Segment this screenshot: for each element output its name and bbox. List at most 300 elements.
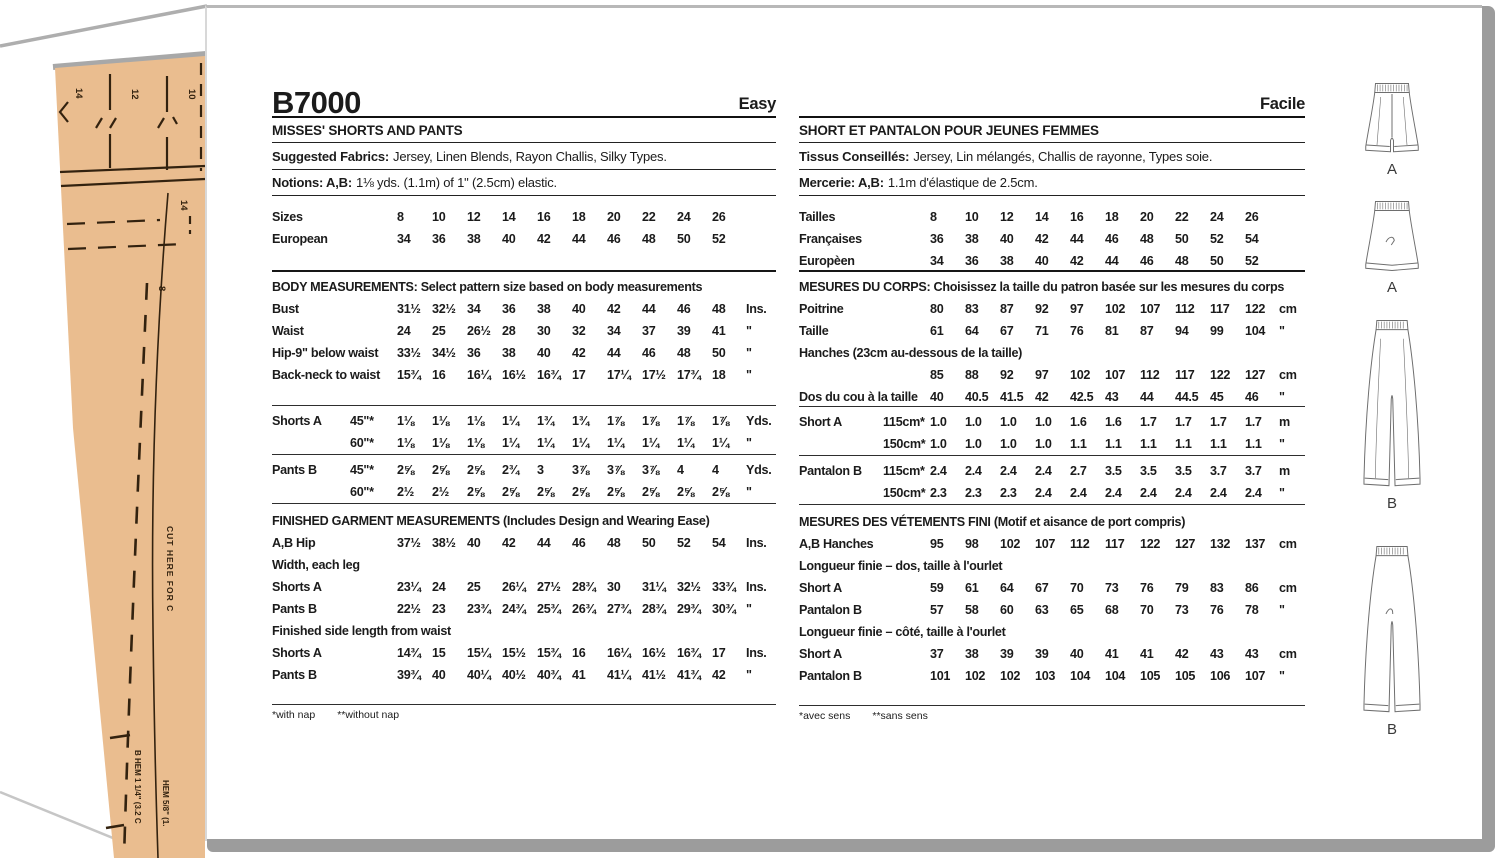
value-cell: 15¾ — [537, 646, 561, 660]
value-cell: 41.5 — [1000, 390, 1024, 404]
section-header-text: MESURES DU CORPS: Choisissez la taille du patron basée sur les mesures du corps — [799, 280, 1285, 294]
row-label: Shorts A — [272, 580, 322, 594]
section-header-text: BODY MEASUREMENTS: Select pattern size based on body measurements — [272, 280, 703, 294]
value-cell: 102 — [1000, 669, 1021, 683]
value-cell: 2.4 — [965, 464, 982, 478]
value-cell: 40½ — [502, 668, 526, 682]
value-cell: 50 — [712, 346, 726, 360]
value-cell: 34 — [397, 232, 411, 246]
value-cell: 1.7 — [1140, 415, 1157, 429]
value-cell: 1.0 — [1000, 437, 1017, 451]
garment-title: SHORT ET PANTALON POUR JEUNES FEMMES — [799, 118, 1305, 143]
value-cell: 23¾ — [467, 602, 491, 616]
footnote — [799, 705, 1305, 722]
value-cell: 54 — [1245, 232, 1259, 246]
table-row — [799, 196, 1305, 226]
value-cell: 36 — [965, 254, 979, 268]
value-cell: 16 — [537, 210, 551, 224]
value-cell: 1⅞ — [677, 414, 694, 428]
value-cell: 127 — [1175, 537, 1196, 551]
value-cell: 1⅛ — [397, 414, 414, 428]
row-label: Hip-9" below waist — [272, 346, 379, 360]
value-cell: 1.7 — [1210, 415, 1227, 429]
value-cell: 97 — [1070, 302, 1084, 316]
row-label: Longueur finie – dos, taille à l'ourlet — [799, 559, 1003, 573]
value-cell: 42 — [712, 668, 726, 682]
value-cell: 3.5 — [1175, 464, 1192, 478]
value-cell: 1.0 — [1035, 415, 1052, 429]
value-cell: 41 — [572, 668, 586, 682]
table-row — [272, 662, 776, 684]
value-cell: 132 — [1210, 537, 1231, 551]
table-row — [272, 196, 776, 226]
table-row — [799, 362, 1305, 384]
value-cell: 52 — [712, 232, 726, 246]
value-cell: 24 — [397, 324, 411, 338]
value-cell: 87 — [1000, 302, 1014, 316]
value-cell: 52 — [1210, 232, 1224, 246]
value-cell: 3.5 — [1105, 464, 1122, 478]
value-cell: 1¼ — [607, 436, 624, 450]
value-cell: 14 — [1035, 210, 1049, 224]
table-row — [272, 406, 776, 430]
difficulty-label: Easy — [738, 95, 776, 113]
unit-cell: Ins. — [746, 536, 767, 550]
value-cell: 44 — [1105, 254, 1119, 268]
value-cell: 2.7 — [1070, 464, 1087, 478]
value-cell: 1⅛ — [467, 436, 484, 450]
value-cell: 40¼ — [467, 668, 491, 682]
value-cell: 18 — [712, 368, 726, 382]
value-cell: 4 — [677, 463, 684, 477]
value-cell: 2⅝ — [467, 463, 484, 477]
value-cell: 29¾ — [677, 602, 701, 616]
value-cell: 1.1 — [1105, 437, 1122, 451]
row-label: Short A — [799, 647, 842, 661]
value-cell: 48 — [712, 302, 726, 316]
unit-cell — [746, 224, 776, 226]
row-label: Sizes — [272, 210, 303, 224]
footnote — [272, 704, 776, 721]
unit-cell: " — [746, 368, 752, 382]
value-cell: 1.0 — [1035, 437, 1052, 451]
value-cell: 40 — [1000, 232, 1014, 246]
value-cell: 104 — [1245, 324, 1266, 338]
value-cell: 36 — [930, 232, 944, 246]
value-cell: 16¾ — [677, 646, 701, 660]
row-label: Short A — [799, 415, 842, 429]
view-label: B — [1386, 495, 1397, 512]
value-cell: 83 — [1210, 581, 1224, 595]
unit-cell: " — [746, 324, 752, 338]
unit-cell: cm — [1279, 581, 1297, 595]
unit-cell: " — [1279, 324, 1285, 338]
value-cell: 39 — [1035, 647, 1049, 661]
value-cell: 42 — [537, 232, 551, 246]
row-label: European — [272, 232, 328, 246]
shorts-front-figure — [1356, 76, 1428, 178]
table-row — [799, 597, 1305, 619]
table-row — [799, 575, 1305, 597]
row-label: Poitrine — [799, 302, 844, 316]
value-cell: 41½ — [642, 668, 666, 682]
notions-line — [799, 170, 1305, 196]
value-cell: 1.6 — [1070, 415, 1087, 429]
value-cell: 39 — [1000, 647, 1014, 661]
value-cell: 26 — [1245, 210, 1259, 224]
value-cell: 40 — [502, 232, 516, 246]
footnote-sans-sens: **sans sens — [872, 710, 928, 722]
french-column — [799, 88, 1305, 722]
value-cell: 1.1 — [1210, 437, 1227, 451]
table-subheading — [272, 552, 776, 574]
unit-cell: cm — [1279, 537, 1297, 551]
notions-line — [272, 170, 776, 196]
table-subheading — [799, 340, 1305, 362]
value-cell: 23¼ — [397, 580, 421, 594]
value-cell: 28¾ — [572, 580, 596, 594]
row-label: Hanches (23cm au-dessous de la taille) — [799, 346, 1023, 360]
value-cell: 76 — [1140, 581, 1154, 595]
value-cell: 1.7 — [1175, 415, 1192, 429]
pants-front-figure — [1354, 316, 1430, 512]
value-cell: 44.5 — [1175, 390, 1199, 404]
table-rule — [272, 384, 776, 406]
value-cell: 30 — [537, 324, 551, 338]
value-cell: 1.0 — [930, 437, 947, 451]
value-cell: 2⅝ — [432, 463, 449, 477]
pattern-number: B7000 — [272, 85, 361, 120]
notions-text: 1.1m d'élastique de 2.5cm. — [887, 175, 1038, 190]
value-cell: 61 — [930, 324, 944, 338]
value-cell: 1⅛ — [397, 436, 414, 450]
value-cell: 2⅝ — [607, 485, 624, 499]
value-cell: 34 — [467, 302, 481, 316]
unit-cell: " — [746, 346, 752, 360]
row-label: Waist — [272, 324, 304, 338]
section-header — [799, 505, 1305, 531]
table-row — [799, 226, 1305, 248]
value-cell: 46 — [572, 536, 586, 550]
value-cell: 95 — [930, 537, 944, 551]
value-cell: 52 — [1245, 254, 1259, 268]
value-cell: 12 — [467, 210, 481, 224]
value-cell: 1¼ — [677, 436, 694, 450]
view-label: B — [1386, 721, 1397, 738]
value-cell: 20 — [1140, 210, 1154, 224]
row-label: Dos du cou à la taille — [799, 390, 918, 404]
unit-cell: " — [1279, 390, 1285, 404]
value-cell: 1¼ — [642, 436, 659, 450]
value-cell: 1.1 — [1140, 437, 1157, 451]
table-row — [272, 430, 776, 452]
value-cell: 28¾ — [642, 602, 666, 616]
unit-cell: " — [1279, 486, 1285, 500]
value-cell: 17½ — [642, 368, 666, 382]
row-sublabel: 45"* — [350, 414, 374, 428]
value-cell: 2.4 — [1035, 464, 1052, 478]
value-cell: 59 — [930, 581, 944, 595]
section-header — [272, 504, 776, 530]
value-cell: 25¾ — [537, 602, 561, 616]
table-row — [799, 456, 1305, 480]
unit-cell: m — [1279, 415, 1290, 429]
value-cell: 17 — [712, 646, 726, 660]
value-cell: 42 — [1175, 647, 1189, 661]
row-label — [272, 499, 350, 501]
value-cell: 8 — [930, 210, 937, 224]
value-cell: 40 — [1070, 647, 1084, 661]
tissue-cut-here-label: CUT HERE FOR C — [165, 526, 175, 613]
unit-cell: Ins. — [746, 646, 767, 660]
value-cell: 2⅝ — [677, 485, 694, 499]
value-cell: 15½ — [502, 646, 526, 660]
value-cell: 122 — [1140, 537, 1161, 551]
value-cell: 1.1 — [1175, 437, 1192, 451]
value-cell: 15¼ — [467, 646, 491, 660]
row-label — [272, 450, 350, 452]
value-cell: 68 — [1105, 603, 1119, 617]
row-sublabel: 150cm* — [883, 437, 926, 451]
value-cell: 41 — [1105, 647, 1119, 661]
value-cell: 1⅛ — [467, 414, 484, 428]
value-cell: 42 — [607, 302, 621, 316]
value-cell: 42 — [502, 536, 516, 550]
shorts-back-illustration — [1356, 194, 1428, 278]
value-cell: 23 — [432, 602, 446, 616]
value-cell: 17¼ — [607, 368, 631, 382]
value-cell: 1.0 — [965, 415, 982, 429]
row-label: Tailles — [799, 210, 836, 224]
value-cell: 1.1 — [1070, 437, 1087, 451]
value-cell: 38 — [502, 346, 516, 360]
value-cell: 2½ — [432, 485, 449, 499]
value-cell: 10 — [965, 210, 979, 224]
value-cell: 70 — [1140, 603, 1154, 617]
title-row — [272, 85, 776, 120]
unit-cell — [1279, 246, 1305, 248]
value-cell: 46 — [607, 232, 621, 246]
unit-cell: m — [1279, 464, 1290, 478]
envelope-bottom-edge — [207, 839, 1495, 852]
value-cell: 67 — [1000, 324, 1014, 338]
value-cell: 2¾ — [502, 463, 519, 477]
value-cell: 10 — [432, 210, 446, 224]
value-cell: 50 — [677, 232, 691, 246]
value-cell: 43 — [1105, 390, 1119, 404]
table-subheading — [799, 619, 1305, 641]
value-cell: 1⅞ — [712, 414, 729, 428]
value-cell: 64 — [965, 324, 979, 338]
value-cell: 2⅝ — [397, 463, 414, 477]
unit-cell: Ins. — [746, 302, 767, 316]
value-cell: 37 — [930, 647, 944, 661]
value-cell: 22 — [642, 210, 656, 224]
value-cell: 37½ — [397, 536, 421, 550]
value-cell: 16½ — [502, 368, 526, 382]
value-cell: 122 — [1210, 368, 1231, 382]
value-cell: 42 — [1070, 254, 1084, 268]
value-cell: 46 — [1140, 254, 1154, 268]
value-cell: 117 — [1175, 368, 1195, 382]
value-cell: 102 — [1000, 537, 1021, 551]
value-cell: 38 — [1000, 254, 1014, 268]
value-cell: 2⅝ — [502, 485, 519, 499]
value-cell: 107 — [1245, 669, 1266, 683]
table-row — [272, 318, 776, 340]
shorts-back-figure — [1356, 194, 1428, 296]
value-cell: 43 — [1245, 647, 1259, 661]
value-cell: 14¾ — [397, 646, 421, 660]
value-cell: 1¼ — [572, 436, 589, 450]
value-cell: 36 — [502, 302, 516, 316]
pants-back-figure — [1354, 542, 1430, 738]
value-cell: 15 — [432, 646, 446, 660]
value-cell: 54 — [712, 536, 726, 550]
row-label: Pants B — [272, 463, 317, 477]
value-cell: 40 — [1035, 254, 1049, 268]
value-cell: 105 — [1175, 669, 1196, 683]
value-cell: 16½ — [642, 646, 666, 660]
table-row — [272, 640, 776, 662]
value-cell: 44 — [642, 302, 656, 316]
notions-text: 1⅛ yds. (1.1m) of 1" (2.5cm) elastic. — [355, 175, 557, 190]
view-label: A — [1386, 161, 1397, 178]
value-cell: 27½ — [537, 580, 561, 594]
value-cell: 42.5 — [1070, 390, 1094, 404]
value-cell: 79 — [1175, 581, 1189, 595]
tissue-size-mark: 10 — [186, 89, 197, 100]
value-cell: 102 — [1105, 302, 1126, 316]
row-label: A,B Hip — [272, 536, 316, 550]
value-cell: 20 — [607, 210, 621, 224]
value-cell: 73 — [1175, 603, 1189, 617]
row-label: Finished side length from waist — [272, 624, 451, 638]
fabrics-text: Jersey, Linen Blends, Rayon Challis, Silky Types. — [393, 149, 667, 164]
row-label — [799, 382, 929, 384]
value-cell: 38 — [537, 302, 551, 316]
row-label: Pantalon B — [799, 669, 862, 683]
value-cell: 16¼ — [607, 646, 631, 660]
value-cell: 85 — [930, 368, 944, 382]
value-cell: 86 — [1245, 581, 1259, 595]
row-label: Back-neck to waist — [272, 368, 380, 382]
value-cell: 31¼ — [642, 580, 666, 594]
value-cell: 18 — [572, 210, 586, 224]
value-cell: 2⅝ — [537, 485, 554, 499]
table-subheading — [799, 553, 1305, 575]
value-cell: 65 — [1070, 603, 1084, 617]
value-cell: 2.4 — [1070, 486, 1087, 500]
value-cell: 3⅞ — [642, 463, 659, 477]
value-cell: 106 — [1210, 669, 1231, 683]
row-label — [799, 500, 883, 502]
fabrics-label: Suggested Fabrics: — [272, 149, 390, 164]
value-cell: 26½ — [467, 324, 491, 338]
value-cell: 105 — [1140, 669, 1161, 683]
unit-cell — [1279, 268, 1305, 270]
value-cell: 3 — [537, 463, 544, 477]
value-cell: 48 — [677, 346, 691, 360]
value-cell: 102 — [1070, 368, 1091, 382]
row-label: Shorts A — [272, 646, 322, 660]
value-cell: 137 — [1245, 537, 1266, 551]
value-cell: 33¾ — [712, 580, 736, 594]
value-cell: 27¾ — [607, 602, 631, 616]
table-row — [799, 296, 1305, 318]
value-cell: 97 — [1035, 368, 1049, 382]
value-cell: 94 — [1175, 324, 1189, 338]
table-row — [799, 407, 1305, 431]
section-header — [272, 272, 776, 296]
value-cell: 1.7 — [1245, 415, 1262, 429]
pants-front-illustration — [1354, 316, 1430, 494]
value-cell: 2.4 — [930, 464, 947, 478]
unit-cell: Yds. — [746, 414, 772, 428]
value-cell: 32½ — [677, 580, 701, 594]
table-row — [272, 530, 776, 552]
footnote-with-nap: *with nap — [272, 709, 316, 721]
value-cell: 71 — [1035, 324, 1049, 338]
value-cell: 2.3 — [1000, 486, 1017, 500]
value-cell: 44 — [1140, 390, 1154, 404]
english-table — [272, 196, 776, 684]
value-cell: 46 — [1245, 390, 1259, 404]
value-cell: 2.4 — [1000, 464, 1017, 478]
envelope-right-edge — [1482, 6, 1495, 852]
value-cell: 1.0 — [930, 415, 947, 429]
value-cell: 2.3 — [965, 486, 982, 500]
row-label: Pants B — [272, 668, 317, 682]
value-cell: 104 — [1070, 669, 1091, 683]
value-cell: 40 — [432, 668, 446, 682]
value-cell: 112 — [1140, 368, 1160, 382]
table-row — [272, 340, 776, 362]
value-cell: 42 — [1035, 390, 1049, 404]
row-label: Europèen — [799, 254, 855, 268]
table-row — [799, 318, 1305, 340]
row-label: Pantalon B — [799, 464, 862, 478]
table-row — [799, 384, 1305, 406]
table-row — [272, 226, 776, 248]
fabrics-label: Tissus Conseillés: — [799, 149, 910, 164]
value-cell: 43 — [1210, 647, 1224, 661]
unit-cell: Yds. — [746, 463, 772, 477]
value-cell: 26¾ — [572, 602, 596, 616]
value-cell: 40.5 — [965, 390, 989, 404]
value-cell: 2.4 — [1245, 486, 1262, 500]
value-cell: 1¼ — [537, 436, 554, 450]
value-cell: 41¼ — [607, 668, 631, 682]
value-cell: 30¾ — [712, 602, 736, 616]
value-cell: 38 — [965, 232, 979, 246]
row-sublabel: 150cm* — [883, 486, 926, 500]
value-cell: 101 — [930, 669, 951, 683]
value-cell: 48 — [607, 536, 621, 550]
value-cell: 50 — [642, 536, 656, 550]
tissue-pattern-piece — [40, 38, 215, 858]
value-cell: 50 — [1210, 254, 1224, 268]
value-cell: 38 — [467, 232, 481, 246]
value-cell: 44 — [1070, 232, 1084, 246]
table-subheading — [272, 618, 776, 640]
table-row — [799, 248, 1305, 270]
value-cell: 70 — [1070, 581, 1084, 595]
value-cell: 34 — [930, 254, 944, 268]
value-cell: 32 — [572, 324, 586, 338]
value-cell: 30 — [607, 580, 621, 594]
value-cell: 3.7 — [1245, 464, 1262, 478]
